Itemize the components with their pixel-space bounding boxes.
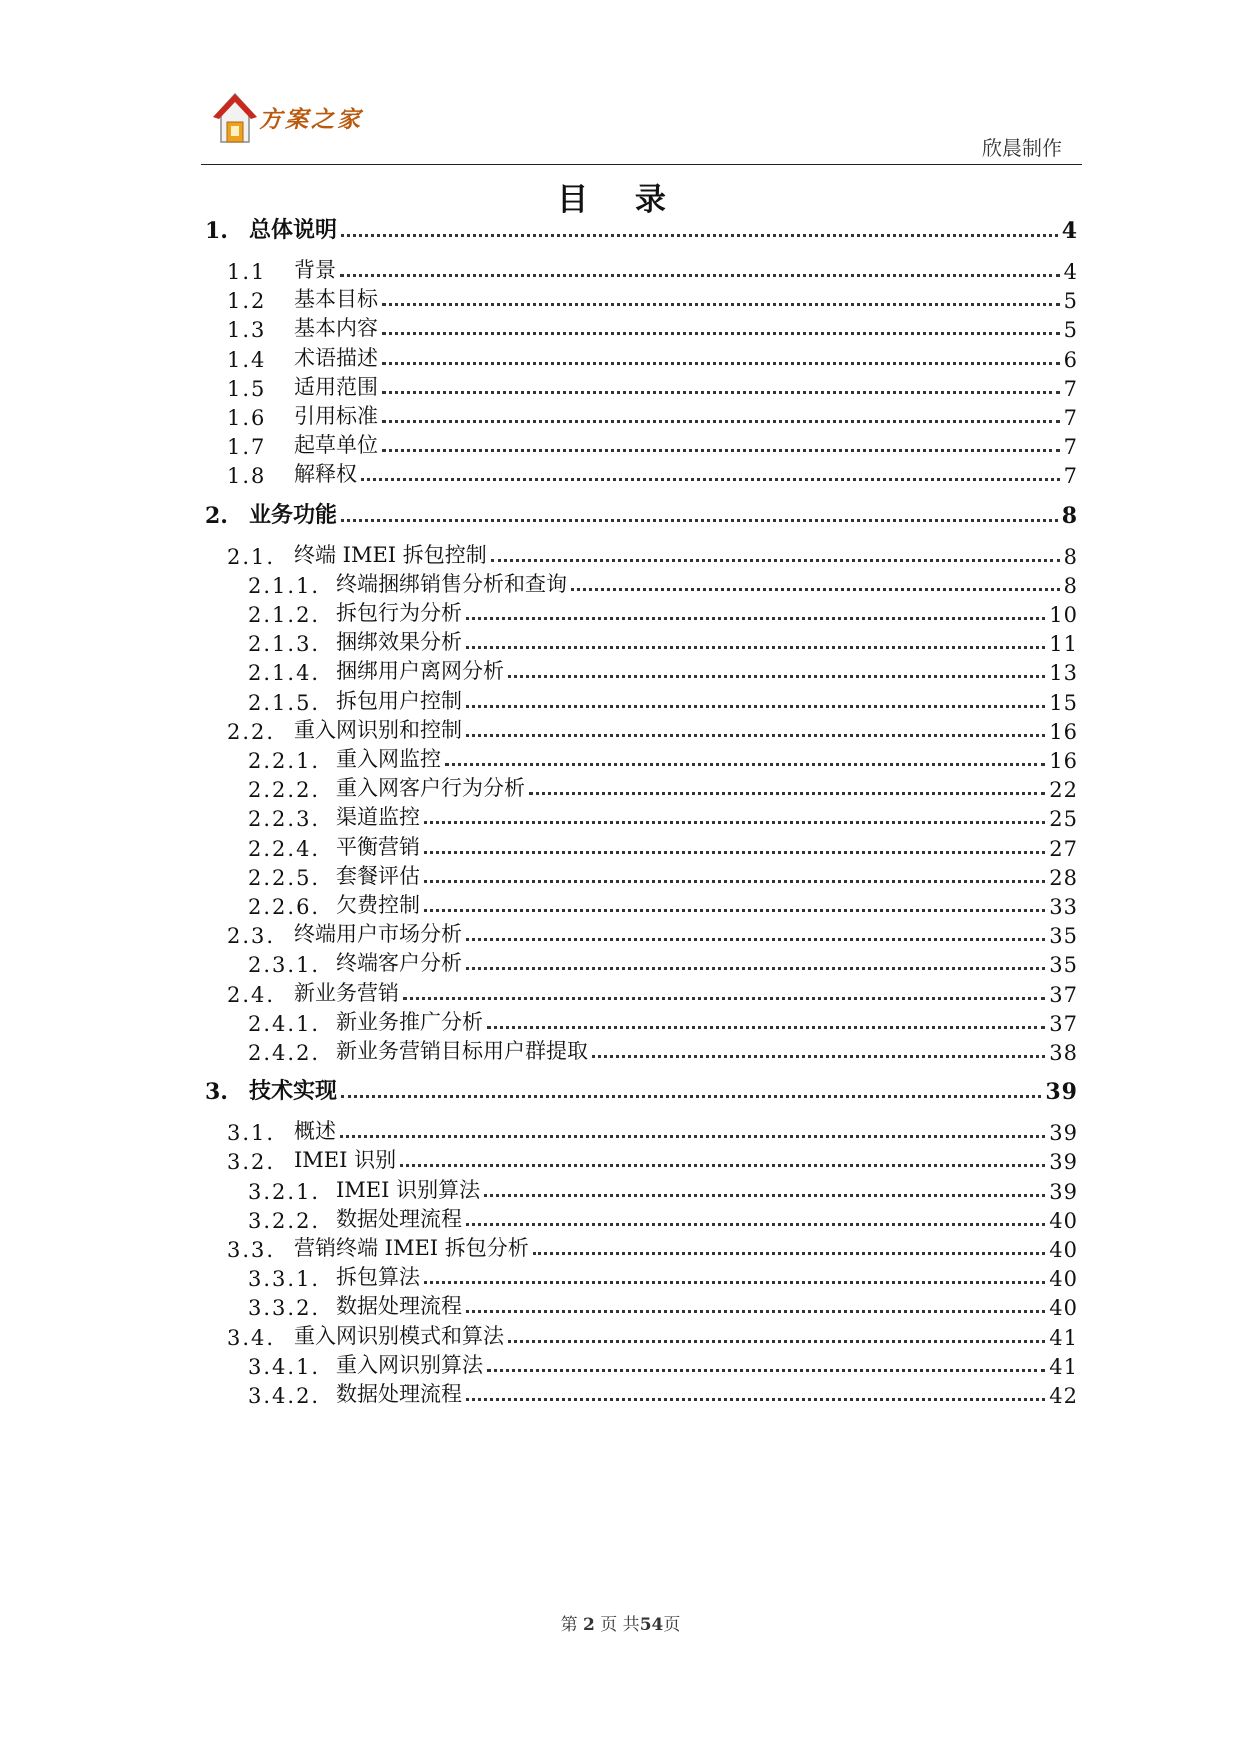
toc-entry-number: 2.2.2. xyxy=(248,778,321,803)
toc-entry-number: 1.3 xyxy=(227,318,267,343)
toc-entry-page: 22 xyxy=(1049,778,1078,803)
house-icon xyxy=(213,92,257,144)
toc-entry-label: 数据处理流程 xyxy=(336,1206,462,1231)
toc-entry-number: 3.2.1. xyxy=(248,1179,321,1204)
toc-entry-label: 重入网客户行为分析 xyxy=(336,776,525,801)
toc-entry-label: 重入网识别模式和算法 xyxy=(294,1323,504,1348)
toc-entry-label: 总体说明 xyxy=(249,217,338,243)
toc-entry-number: 1. xyxy=(205,218,228,244)
toc-entry-page: 35 xyxy=(1049,924,1078,949)
toc-entry[interactable] xyxy=(227,342,1078,372)
toc-dot-leader xyxy=(424,880,1045,883)
toc-entry[interactable] xyxy=(227,1115,1078,1145)
toc-entry-number: 3.2. xyxy=(227,1150,276,1175)
toc-dot-leader xyxy=(382,362,1060,365)
toc-entry-page: 38 xyxy=(1049,1041,1078,1065)
toc-dot-leader xyxy=(445,763,1045,766)
toc-dot-leader xyxy=(424,909,1045,912)
toc-entry-page: 11 xyxy=(1049,632,1078,657)
toc-entry[interactable] xyxy=(248,1035,1078,1065)
toc-dot-leader xyxy=(340,274,1060,277)
toc-dot-leader xyxy=(382,391,1060,394)
toc-entry-number: 3.4.2. xyxy=(248,1384,321,1408)
toc-entry[interactable] xyxy=(248,831,1078,861)
toc-entry[interactable] xyxy=(227,312,1078,342)
toc-entry-page: 41 xyxy=(1049,1354,1078,1379)
toc-entry-number: 1.6 xyxy=(227,406,267,430)
toc-entry-number: 2.1.1. xyxy=(248,573,321,598)
toc-entry-label: 套餐评估 xyxy=(336,863,420,888)
toc-entry-label: 基本内容 xyxy=(294,316,378,341)
toc-entry-number: 2.2.6. xyxy=(248,895,321,919)
toc-entry-label: 起草单位 xyxy=(294,433,378,458)
toc-dot-leader xyxy=(400,1164,1045,1167)
toc-entry-page: 40 xyxy=(1049,1238,1078,1262)
toc-entry[interactable] xyxy=(248,860,1078,890)
toc-entry-page: 8 xyxy=(1061,502,1078,529)
page-footer xyxy=(0,1610,1241,1635)
toc-entry-number: 3.3.1. xyxy=(248,1267,321,1292)
toc-entry-label: 捆绑效果分析 xyxy=(336,630,462,655)
toc-entry-number: 2.2.5. xyxy=(248,865,321,890)
toc-entry-label: IMEI 识别算法 xyxy=(336,1177,481,1202)
toc-entry[interactable] xyxy=(205,499,1078,529)
toc-entry-page: 7 xyxy=(1063,376,1078,401)
toc-entry-label: 数据处理流程 xyxy=(336,1294,462,1319)
toc-entry-number: 1.5 xyxy=(227,376,267,401)
toc-entry[interactable] xyxy=(248,947,1078,977)
toc-entry[interactable] xyxy=(248,889,1078,919)
toc-entry-number: 3.3.2. xyxy=(248,1296,321,1321)
toc-entry-label: 新业务营销目标用户群提取 xyxy=(336,1039,588,1063)
toc-entry-page: 5 xyxy=(1063,318,1078,343)
toc-entry-number: 3.2.2. xyxy=(248,1208,321,1233)
toc-entry-label: 新业务推广分析 xyxy=(336,1009,483,1034)
toc-entry-page: 4 xyxy=(1063,260,1078,284)
toc-entry-page: 13 xyxy=(1049,661,1078,686)
toc-entry-label: 重入网监控 xyxy=(336,747,441,771)
toc-entry-page: 28 xyxy=(1049,865,1078,890)
toc-entry-page: 8 xyxy=(1063,544,1078,569)
toc-entry-number: 2.2.4. xyxy=(248,836,321,861)
toc-entry-number: 2. xyxy=(205,502,228,529)
toc-entry[interactable] xyxy=(248,1378,1078,1408)
toc-dot-leader xyxy=(466,734,1045,737)
toc-entry-number: 2.1.4. xyxy=(248,661,321,686)
toc-entry[interactable] xyxy=(227,1144,1078,1174)
toc-entry[interactable] xyxy=(227,429,1078,459)
toc-dot-leader xyxy=(487,1369,1045,1372)
toc-entry-page: 33 xyxy=(1049,895,1078,919)
toc-dot-leader xyxy=(403,997,1045,1000)
toc-dot-leader xyxy=(466,1310,1045,1313)
toc-entry[interactable] xyxy=(227,714,1078,744)
toc-entry-page: 39 xyxy=(1049,1150,1078,1175)
logo xyxy=(213,92,363,144)
toc-entry-page: 7 xyxy=(1063,464,1078,489)
toc-entry-page: 37 xyxy=(1049,1011,1078,1036)
toc-entry-number: 3.1. xyxy=(227,1121,276,1146)
toc-entry[interactable] xyxy=(248,772,1078,802)
toc-entry-page: 5 xyxy=(1063,289,1078,314)
toc-entry-label: 技术实现 xyxy=(249,1078,338,1105)
toc-dot-leader xyxy=(382,303,1060,306)
toc-entry-number: 2.2. xyxy=(227,719,276,744)
toc-entry-number: 1.2 xyxy=(227,289,267,314)
toc-entry-page: 7 xyxy=(1063,406,1078,430)
toc-entry-label: 数据处理流程 xyxy=(336,1382,462,1406)
toc-dot-leader xyxy=(529,792,1045,795)
toc-entry-number: 3.4. xyxy=(227,1325,276,1350)
toc-entry-number: 2.2.1. xyxy=(248,749,321,773)
toc-entry[interactable] xyxy=(248,1174,1078,1204)
toc-entry[interactable] xyxy=(248,597,1078,627)
toc-dot-leader xyxy=(466,1398,1045,1401)
toc-dot-leader xyxy=(466,646,1045,649)
toc-dot-leader xyxy=(466,1223,1045,1226)
toc-entry-label: 业务功能 xyxy=(249,501,338,528)
footer-prefix: 第 xyxy=(560,1615,578,1635)
toc-entry-number: 2.1. xyxy=(227,544,276,569)
toc-dot-leader xyxy=(466,617,1045,620)
toc-dot-leader xyxy=(571,588,1060,591)
toc-dot-leader xyxy=(466,705,1045,708)
toc-entry-number: 1.7 xyxy=(227,435,267,460)
toc-entry-number: 3.3. xyxy=(227,1238,276,1262)
toc-entry[interactable] xyxy=(248,655,1078,685)
toc-dot-leader xyxy=(424,851,1045,854)
toc-entry[interactable] xyxy=(227,371,1078,401)
toc-entry-label: 终端捆绑销售分析和查询 xyxy=(336,571,567,596)
toc-entry-label: IMEI 识别 xyxy=(294,1148,397,1173)
toc-entry-label: 平衡营销 xyxy=(336,834,420,859)
footer-current-page: 2 xyxy=(583,1615,595,1635)
toc-entry-number: 2.4.1. xyxy=(248,1011,321,1036)
toc-entry-label: 捆绑用户离网分析 xyxy=(336,659,504,684)
toc-entry-page: 40 xyxy=(1049,1296,1078,1321)
toc-entry[interactable] xyxy=(227,400,1078,430)
toc-entry[interactable] xyxy=(227,458,1078,488)
toc-entry-label: 重入网识别算法 xyxy=(336,1352,483,1377)
toc-entry-page: 39 xyxy=(1045,1079,1078,1106)
toc-entry[interactable] xyxy=(248,685,1078,715)
toc-entry[interactable] xyxy=(248,1203,1078,1233)
toc-entry-page: 39 xyxy=(1049,1121,1078,1146)
toc-entry-label: 终端 IMEI 拆包控制 xyxy=(294,542,487,567)
toc-entry[interactable] xyxy=(227,977,1078,1007)
toc-entry-label: 解释权 xyxy=(294,462,357,487)
toc-entry-number: 1.1 xyxy=(227,260,267,284)
toc-entry-label: 术语描述 xyxy=(294,345,378,370)
toc-entry-label: 拆包算法 xyxy=(336,1265,420,1290)
toc-dot-leader xyxy=(341,234,1058,237)
toc-entry[interactable] xyxy=(227,539,1078,569)
toc-entry[interactable] xyxy=(227,918,1078,948)
toc-entry-label: 拆包行为分析 xyxy=(336,601,462,625)
toc-dot-leader xyxy=(466,938,1045,941)
toc-entry-page: 8 xyxy=(1063,573,1078,598)
toc-entry-page: 27 xyxy=(1049,836,1078,861)
toc-entry[interactable] xyxy=(248,1006,1078,1036)
toc-entry-label: 终端客户分析 xyxy=(336,951,462,976)
toc-dot-leader xyxy=(424,821,1045,824)
toc-entry[interactable] xyxy=(205,214,1078,244)
toc-entry-number: 2.3. xyxy=(227,924,276,949)
toc-entry-label: 新业务营销 xyxy=(294,980,399,1005)
toc-dot-leader xyxy=(340,1135,1045,1138)
toc-entry-label: 概述 xyxy=(294,1119,336,1144)
toc-entry-number: 2.2.3. xyxy=(248,807,321,832)
toc-entry-page: 42 xyxy=(1049,1384,1078,1408)
toc-dot-leader xyxy=(484,1194,1045,1197)
toc-entry-label: 营销终端 IMEI 拆包分析 xyxy=(294,1236,529,1260)
toc-dot-leader xyxy=(424,1281,1045,1284)
toc-entry-page: 15 xyxy=(1049,690,1078,715)
toc-entry[interactable] xyxy=(248,1349,1078,1379)
toc-entry-page: 6 xyxy=(1063,347,1078,372)
toc-dot-leader xyxy=(491,559,1060,562)
logo-text: 方案之家 xyxy=(259,106,363,133)
toc-dot-leader xyxy=(361,478,1060,481)
toc-entry-page: 35 xyxy=(1049,953,1078,978)
toc-dot-leader xyxy=(487,1026,1045,1029)
brand-text: 欣晨制作 xyxy=(982,136,1062,160)
toc-entry[interactable] xyxy=(248,568,1078,598)
toc-entry-number: 2.1.3. xyxy=(248,632,321,657)
toc-entry-page: 39 xyxy=(1049,1179,1078,1204)
toc-entry[interactable] xyxy=(248,1261,1078,1291)
toc-entry-label: 引用标准 xyxy=(294,404,378,428)
toc-entry-number: 2.4. xyxy=(227,982,276,1007)
footer-total-pages: 54 xyxy=(639,1615,664,1635)
toc-entry-page: 7 xyxy=(1063,435,1078,460)
toc-entry-number: 2.1.2. xyxy=(248,603,321,627)
toc-entry-number: 2.1.5. xyxy=(248,690,321,715)
toc-dot-leader xyxy=(341,1095,1041,1098)
toc-entry-number: 2.3.1. xyxy=(248,953,321,978)
toc-entry[interactable] xyxy=(248,743,1078,773)
toc-entry[interactable] xyxy=(248,626,1078,656)
toc-title: 目 录 xyxy=(557,182,684,218)
toc-entry-page: 4 xyxy=(1061,218,1078,244)
toc-entry-label: 背景 xyxy=(294,258,336,282)
toc-entry-label: 拆包用户控制 xyxy=(336,688,462,713)
toc-entry-number: 2.4.2. xyxy=(248,1041,321,1065)
toc-entry-number: 3. xyxy=(205,1079,228,1106)
toc-entry-page: 25 xyxy=(1049,807,1078,832)
toc-entry-page: 16 xyxy=(1049,719,1078,744)
toc-dot-leader xyxy=(508,1340,1045,1343)
toc-entry[interactable] xyxy=(227,1232,1078,1262)
toc-dot-leader xyxy=(382,420,1060,423)
toc-entry-page: 16 xyxy=(1049,749,1078,773)
toc-entry[interactable] xyxy=(227,283,1078,313)
toc-dot-leader xyxy=(533,1252,1045,1255)
toc-entry-label: 欠费控制 xyxy=(336,893,420,917)
toc-dot-leader xyxy=(341,519,1058,522)
toc-entry-label: 渠道监控 xyxy=(336,805,420,830)
toc-dot-leader xyxy=(382,449,1060,452)
toc-entry-page: 37 xyxy=(1049,982,1078,1007)
toc-entry-label: 重入网识别和控制 xyxy=(294,717,462,742)
footer-mid: 页 共 xyxy=(600,1615,640,1635)
toc-entry[interactable] xyxy=(248,1290,1078,1320)
toc-dot-leader xyxy=(382,332,1060,335)
toc-entry[interactable] xyxy=(248,801,1078,831)
toc-entry[interactable] xyxy=(227,1320,1078,1350)
toc-entry-page: 41 xyxy=(1049,1325,1078,1350)
toc-entry-label: 终端用户市场分析 xyxy=(294,922,462,947)
toc-dot-leader xyxy=(592,1055,1045,1058)
toc-entry-number: 3.4.1. xyxy=(248,1354,321,1379)
footer-suffix: 页 xyxy=(663,1615,681,1635)
toc-entry-page: 40 xyxy=(1049,1208,1078,1233)
toc-entry-label: 适用范围 xyxy=(294,374,378,399)
toc-entry-page: 10 xyxy=(1049,603,1078,627)
toc-entry[interactable] xyxy=(205,1075,1078,1105)
toc-entry-number: 1.8 xyxy=(227,464,267,489)
toc-entry-label: 基本目标 xyxy=(294,287,378,312)
toc-entry-number: 1.4 xyxy=(227,347,267,372)
toc-dot-leader xyxy=(508,675,1045,678)
toc-entry[interactable] xyxy=(227,254,1078,284)
toc-entry-page: 40 xyxy=(1049,1267,1078,1292)
page-header xyxy=(201,86,1082,165)
toc-dot-leader xyxy=(466,967,1045,970)
